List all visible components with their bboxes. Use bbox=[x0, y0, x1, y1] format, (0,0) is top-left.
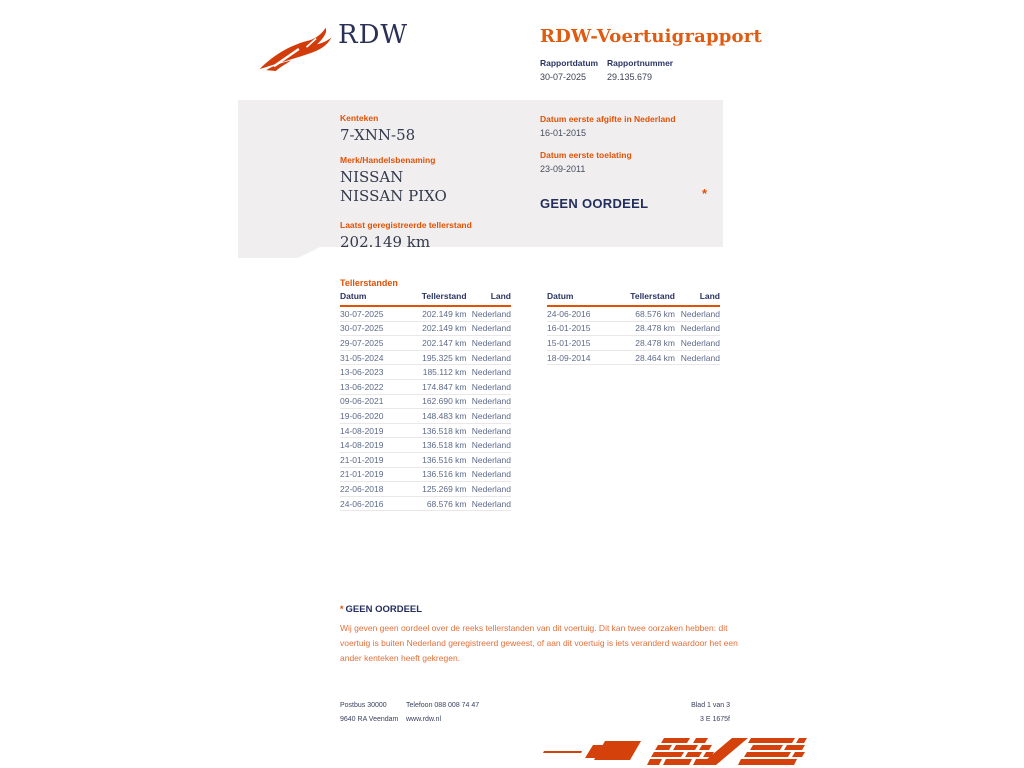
table-row bbox=[340, 438, 511, 453]
table-cell-datum: 09-06-2021 bbox=[340, 396, 384, 407]
table-row bbox=[547, 336, 720, 351]
table-cell-land: Nederland bbox=[471, 367, 511, 378]
table-cell-land: Nederland bbox=[471, 483, 511, 494]
rdw-wing-logo-icon bbox=[256, 26, 334, 72]
footer-contact-block bbox=[406, 702, 479, 723]
merk-value: NISSAN NISSAN PIXO bbox=[340, 168, 447, 205]
table-cell-tellerstand: 136.518 km bbox=[422, 440, 467, 451]
kenteken-label: Kenteken bbox=[340, 113, 379, 123]
table-row bbox=[340, 307, 511, 322]
afgifte-label: Datum eerste afgifte in Nederland bbox=[540, 114, 676, 124]
footnote-title-text: GEEN OORDEEL bbox=[345, 604, 423, 615]
vehicle-panel-right-column bbox=[540, 114, 720, 211]
table-cell-datum: 22-06-2018 bbox=[340, 483, 384, 494]
table-cell-land: Nederland bbox=[471, 498, 511, 509]
table-header-row bbox=[547, 291, 720, 307]
rdw-stripes-graphic-icon bbox=[543, 736, 807, 768]
table-body bbox=[547, 307, 720, 365]
table-cell-datum: 18-09-2014 bbox=[547, 352, 591, 363]
table-cell-datum: 14-08-2019 bbox=[340, 440, 384, 451]
footer-website: www.rdw.nl bbox=[406, 716, 442, 723]
table-cell-datum: 21-01-2019 bbox=[340, 454, 384, 465]
table-row bbox=[340, 453, 511, 468]
table-cell-land: Nederland bbox=[471, 337, 511, 348]
table-cell-tellerstand: 195.325 km bbox=[422, 352, 467, 363]
table-row bbox=[340, 336, 511, 351]
report-date-block bbox=[540, 58, 598, 82]
rdw-logo-wordmark: RDW bbox=[338, 20, 409, 50]
table-cell-datum: 31-05-2024 bbox=[340, 352, 384, 363]
table-row bbox=[340, 395, 511, 410]
column-header-land: Land bbox=[490, 291, 511, 301]
footer-address-block bbox=[340, 702, 398, 723]
table-cell-land: Nederland bbox=[471, 396, 511, 407]
table-cell-datum: 15-01-2015 bbox=[547, 337, 591, 348]
table-cell-datum: 30-07-2025 bbox=[340, 308, 384, 319]
table-cell-land: Nederland bbox=[471, 308, 511, 319]
table-cell-datum: 16-01-2015 bbox=[547, 323, 591, 334]
table-cell-datum: 21-01-2019 bbox=[340, 469, 384, 480]
table-cell-tellerstand: 28.478 km bbox=[635, 323, 675, 334]
table-cell-tellerstand: 136.516 km bbox=[422, 469, 467, 480]
table-row bbox=[340, 497, 511, 512]
table-cell-land: Nederland bbox=[471, 381, 511, 392]
table-cell-datum: 29-07-2025 bbox=[340, 337, 384, 348]
table-row bbox=[340, 424, 511, 439]
column-header-datum: Datum bbox=[340, 291, 367, 301]
vehicle-panel-left-column bbox=[340, 113, 520, 252]
table-cell-datum: 30-07-2025 bbox=[340, 323, 384, 334]
table-row bbox=[340, 482, 511, 497]
footer-address-line2: 9640 RA Veendam bbox=[340, 716, 399, 723]
panel-corner-tab bbox=[238, 247, 320, 258]
table-row bbox=[340, 380, 511, 395]
tellerstanden-table-left bbox=[340, 291, 511, 511]
column-header-tellerstand: Tellerstand bbox=[421, 291, 467, 301]
footer-phone: Telefoon 088 008 74 47 bbox=[406, 702, 480, 709]
table-cell-tellerstand: 68.576 km bbox=[426, 498, 467, 509]
table-cell-datum: 19-06-2020 bbox=[340, 410, 384, 421]
table-cell-tellerstand: 148.483 km bbox=[422, 410, 467, 421]
oordeel-asterisk-icon: * bbox=[702, 186, 708, 201]
table-cell-tellerstand: 136.518 km bbox=[422, 425, 467, 436]
table-cell-datum: 14-08-2019 bbox=[340, 425, 384, 436]
table-cell-land: Nederland bbox=[471, 469, 511, 480]
table-cell-datum: 24-06-2016 bbox=[340, 498, 384, 509]
table-cell-tellerstand: 202.149 km bbox=[422, 308, 467, 319]
column-header-tellerstand: Tellerstand bbox=[630, 291, 675, 301]
tellerstanden-section-title: Tellerstanden bbox=[340, 278, 398, 288]
table-cell-land: Nederland bbox=[471, 440, 511, 451]
table-cell-land: Nederland bbox=[680, 352, 720, 363]
tellerstand-label: Laatst geregistreerde tellerstand bbox=[340, 220, 472, 230]
table-cell-land: Nederland bbox=[680, 337, 720, 348]
kenteken-value: 7-XNN-58 bbox=[340, 126, 416, 144]
table-cell-land: Nederland bbox=[471, 454, 511, 465]
table-row bbox=[340, 322, 511, 337]
table-cell-land: Nederland bbox=[471, 352, 511, 363]
footnote-title bbox=[340, 604, 740, 615]
column-header-land: Land bbox=[699, 291, 720, 301]
table-row bbox=[340, 351, 511, 366]
table-cell-tellerstand: 28.464 km bbox=[635, 352, 675, 363]
table-row bbox=[340, 468, 511, 483]
afgifte-value: 16-01-2015 bbox=[540, 128, 587, 138]
footer-page-number: Blad 1 van 3 bbox=[691, 702, 730, 709]
table-cell-land: Nederland bbox=[471, 323, 511, 334]
table-cell-land: Nederland bbox=[471, 425, 511, 436]
table-cell-tellerstand: 136.516 km bbox=[422, 454, 467, 465]
table-cell-tellerstand: 174.847 km bbox=[422, 381, 467, 392]
geen-oordeel-footnote bbox=[340, 604, 740, 666]
footnote-body-text: Wij geven geen oordeel over de reeks tellerstanden van dit voertuig. Dit kan twee oorzaken hebben: dit voertuig is buiten Nederland geregistreerd geweest, of aan dit voertuig is iets veranderd waardoor het een ander kenteken heeft gekregen. bbox=[340, 623, 738, 663]
oordeel-status: GEEN OORDEEL bbox=[540, 196, 649, 211]
vehicle-summary-panel bbox=[238, 100, 723, 251]
report-number-label: Rapportnummer bbox=[607, 58, 674, 68]
report-number-block bbox=[607, 58, 673, 82]
page-title: RDW-Voertuigrapport bbox=[540, 26, 762, 47]
table-cell-land: Nederland bbox=[680, 323, 720, 334]
table-row bbox=[340, 409, 511, 424]
footnote-asterisk-icon: * bbox=[340, 604, 344, 614]
table-row bbox=[547, 322, 720, 337]
table-cell-tellerstand: 162.690 km bbox=[422, 396, 467, 407]
table-cell-datum: 13-06-2023 bbox=[340, 367, 384, 378]
toelating-value: 23-09-2011 bbox=[540, 164, 586, 174]
footer-form-code: 3 E 1675f bbox=[700, 716, 730, 723]
table-cell-land: Nederland bbox=[471, 410, 511, 421]
table-row bbox=[340, 365, 511, 380]
table-header-row bbox=[340, 291, 511, 307]
table-cell-tellerstand: 202.149 km bbox=[422, 323, 467, 334]
table-cell-land: Nederland bbox=[680, 308, 720, 319]
table-row bbox=[547, 307, 720, 322]
table-cell-tellerstand: 185.112 km bbox=[422, 367, 467, 378]
table-row bbox=[547, 351, 720, 366]
tellerstand-value: 202.149 km bbox=[340, 233, 431, 251]
table-cell-datum: 24-06-2016 bbox=[547, 308, 591, 319]
report-date-value: 30-07-2025 bbox=[540, 72, 587, 82]
report-number-value: 29.135.679 bbox=[607, 72, 653, 82]
table-cell-tellerstand: 28.478 km bbox=[635, 337, 675, 348]
toelating-label: Datum eerste toelating bbox=[540, 150, 632, 160]
footer-address-line1: Postbus 30000 bbox=[340, 702, 387, 709]
report-date-label: Rapportdatum bbox=[540, 58, 599, 68]
table-cell-datum: 13-06-2022 bbox=[340, 381, 384, 392]
table-cell-tellerstand: 202.147 km bbox=[422, 337, 467, 348]
table-cell-tellerstand: 68.576 km bbox=[635, 308, 675, 319]
footer-page-block bbox=[540, 702, 730, 723]
merk-label: Merk/Handelsbenaming bbox=[340, 155, 436, 165]
column-header-datum: Datum bbox=[547, 291, 574, 301]
table-cell-tellerstand: 125.269 km bbox=[422, 483, 467, 494]
table-body bbox=[340, 307, 511, 511]
tellerstanden-table-right bbox=[547, 291, 720, 365]
